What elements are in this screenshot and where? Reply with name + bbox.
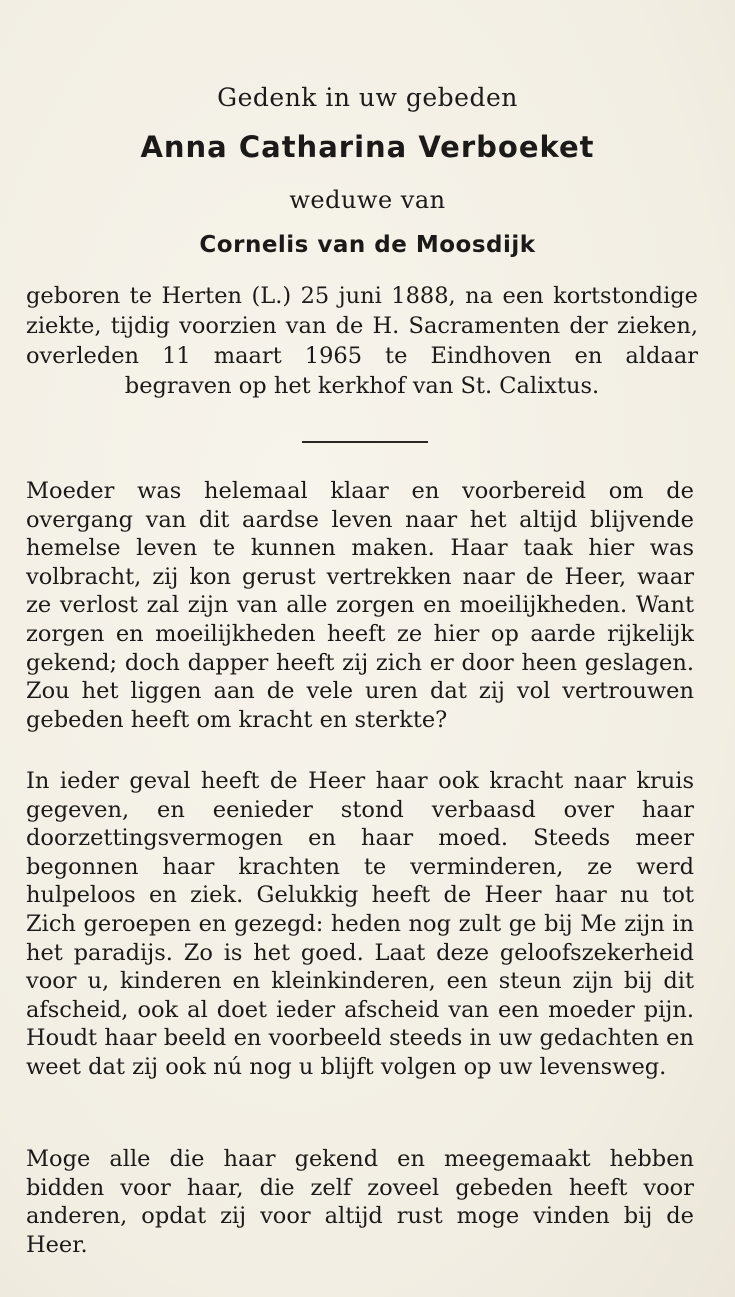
paragraph-3: Moge alle die haar gekend en meegemaakt hebben bidden voor haar, die zelf zoveel gebeden heeft voor anderen, opdat zij voor altijd rust moge vinden bij de Heer.: [26, 1146, 694, 1258]
divider-line: [302, 441, 428, 443]
husband-name: Cornelis van de Moosdijk: [199, 232, 536, 258]
biographical-text: geboren te Herten (L.) 25 juni 1888, na een kortstondige ziekte, tijdig voorzien van de H. Sacramenten der zieken, overleden 11 maart 1965 te Eindhoven en aldaar begraven op het kerkhof van St. Calixtus.: [26, 283, 698, 399]
deceased-name: Anna Catharina Verboeket: [140, 130, 595, 164]
paragraph-2: In ieder geval heeft de Heer haar ook kracht naar kruis gegeven, en eenieder stond verbaasd over haar doorzettingsvermogen en haar moed. Steeds meer begonnen haar krachten te verminderen, ze werd hulpeloos en ziek. Gelukkig heeft de Heer haar nu tot Zich geroepen en gezegd: heden nog zult ge bij Me zijn in het paradijs. Zo is het goed. Laat deze geloofszekerheid voor u, kinderen en kleinkinderen, een steun zijn bij dit afscheid, ook al doet ieder afscheid van een moeder pijn. Houdt haar beeld en voorbeeld steeds in uw gedachten en weet dat zij ook nú nog u blijft volgen op uw levensweg.: [26, 768, 694, 1080]
paragraph-1: Moeder was helemaal klaar en voorbereid om de overgang van dit aardse leven naar het altijd blijvende hemelse leven te kunnen maken. Haar taak hier was volbracht, zij kon gerust vertrekken naar de Heer, waar ze verlost zal zijn van alle zorgen en moeilijkheden. Want zorgen en moeilijkheden heeft ze hier op aarde rijkelijk gekend; doch dapper heeft zij zich er door heen geslagen. Zou het liggen aan de vele uren dat zij vol vertrouwen gebeden heeft om kracht en sterkte?: [26, 478, 694, 733]
widow-of-label: weduwe van: [289, 186, 446, 214]
card-heading: Gedenk in uw gebeden: [217, 83, 518, 112]
